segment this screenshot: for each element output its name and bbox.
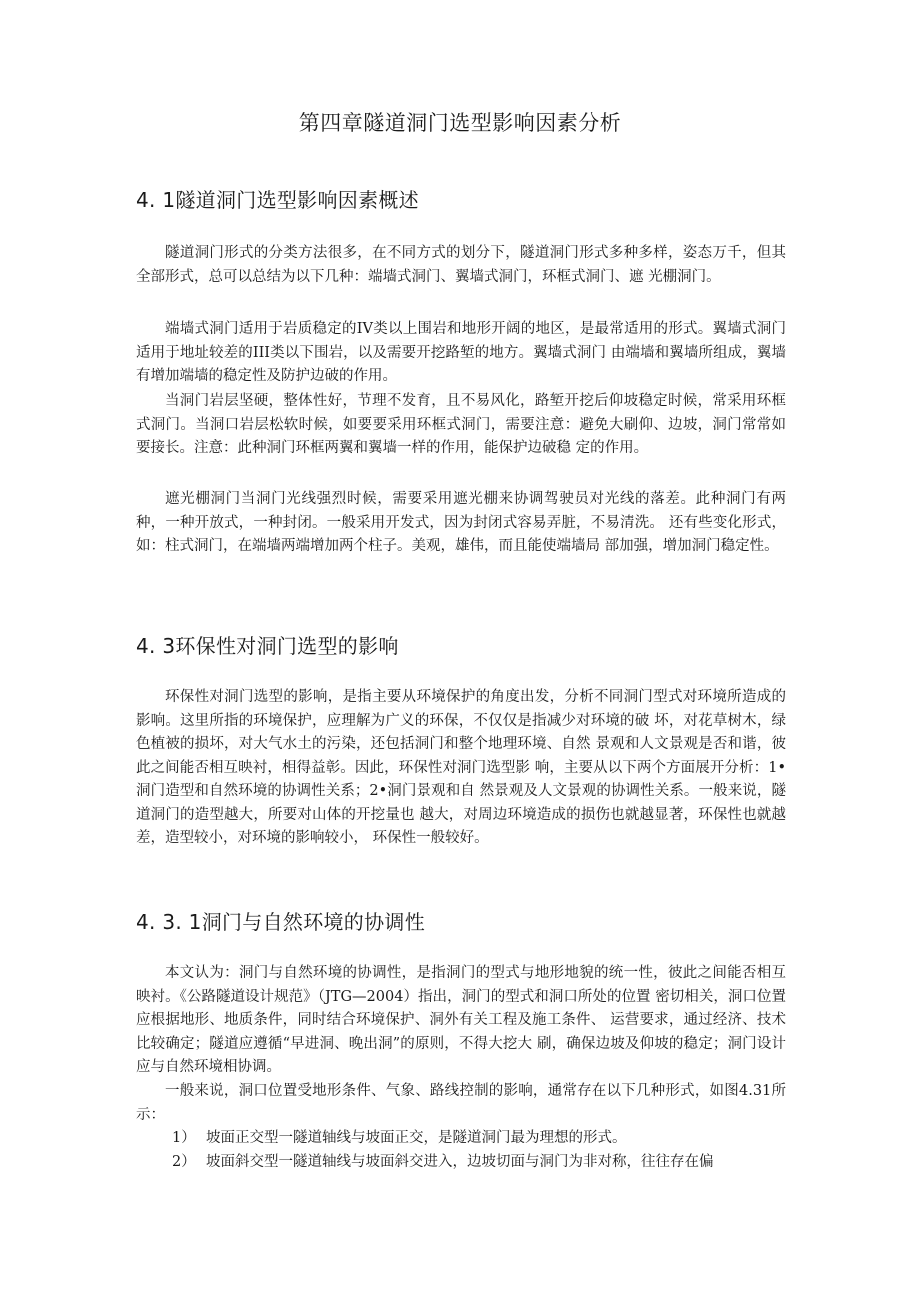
- section-heading-4-1: 4. 1隧道洞门选型影响因素概述: [136, 188, 419, 212]
- paragraph: 遮光棚洞门当洞门光线强烈时候，需要采用遮光棚来协调驾驶员对光线的落差。此种洞门有两种，一种开放式，一种封闭。一般采用开发式，因为封闭式容易弄脏，不易清洗。 还有些变化形式，如：柱式洞门，在端墙两端增加两个柱子。美观，雄伟，而且能使端墙局 部加强，增加洞门稳定性。: [136, 491, 786, 554]
- paragraph: 一般来说，洞口位置受地形条件、气象、路线控制的影响，通常存在以下几种形式，如图4.31所示：: [136, 1083, 786, 1123]
- paragraph: 当洞门岩层坚硬，整体性好，节理不发育，且不易风化，路堑开挖后仰坡稳定时候，常采用环框式洞门。当洞口岩层松软时候，如要要采用环框式洞门，需要注意：避免大刷仰、边坡，洞门常常如要接长。注意：此种洞门环框两翼和翼墙一样的作用，能保护边破稳 定的作用。: [136, 393, 786, 456]
- list-item: [172, 1151, 786, 1175]
- paragraph: 环保性对洞门选型的影响，是指主要从环境保护的角度出发，分析不同洞门型式对环境所造成的影响。这里所指的环境保护，应理解为广义的环保，不仅仅是指减少对环境的破 坏，对花草树木，绿色植被的损坏，对大气水土的污染，还包括洞门和整个地理环境、自然 景观和人文景观是否和谐，彼此之间能否相互映衬，相得益彰。因此，环保性对洞门选型影 响，主要从以下两个方面展开分析：1•洞门造型和自然环境的协调性关系；2•洞门景观和自 然景观及人文景观的协调性关系。一般来说，隧道洞门的造型越大，所要对山体的开挖量也 越大，对周边环境造成的损伤也就越显著，环保性也就越差，造型较小，对环境的影响较小， 环保性一般较好。: [136, 689, 786, 846]
- list-text: 坡面正交型一隧道轴线与坡面正交，是隧道洞门最为理想的形式。: [206, 1130, 627, 1146]
- list-number: 2）: [172, 1154, 196, 1170]
- paragraph: 本文认为：洞门与自然环境的协调性，是指洞门的型式与地形地貌的统一性，彼此之间能否相互映衬。《公路隧道设计规范》（JTG—2004）指出，洞门的型式和洞口所处的位置 密切相关，洞口位置应根据地形、地质条件，同时结合环境保护、洞外有关工程及施工条件、 运营要求，通过经济、技术比较确定；隧道应遵循“早进洞、晚出洞”的原则，不得大挖大 刷，确保边坡及仰坡的稳定；洞门设计应与自然环境相协调。: [136, 965, 786, 1075]
- list-item: [172, 1127, 786, 1151]
- paragraph: 隧道洞门形式的分类方法很多，在不同方式的划分下，隧道洞门形式多种多样，姿态万千，但其全部形式，总可以总结为以下几种：端墙式洞门、翼墙式洞门，环框式洞门、遮 光棚洞门。: [136, 245, 786, 285]
- list-text: 坡面斜交型一隧道轴线与坡面斜交进入，边坡切面与洞门为非对称，往往存在偏: [206, 1154, 714, 1170]
- section-heading-4-3: 4. 3环保性对洞门选型的影响: [136, 634, 399, 658]
- section-heading-4-3-1: 4. 3. 1洞门与自然环境的协调性: [136, 910, 426, 934]
- chapter-title: 第四章隧道洞门选型影响因素分析: [298, 111, 622, 135]
- paragraph: 端墙式洞门适用于岩质稳定的IV类以上围岩和地形开阔的地区，是最常适用的形式。翼墙式洞门适用于地址较差的III类以下围岩，以及需要开挖路堑的地方。翼墙式洞门 由端墙和翼墙所组成，翼墙有增加端墙的稳定性及防护边破的作用。: [136, 321, 786, 384]
- list-number: 1）: [172, 1130, 196, 1146]
